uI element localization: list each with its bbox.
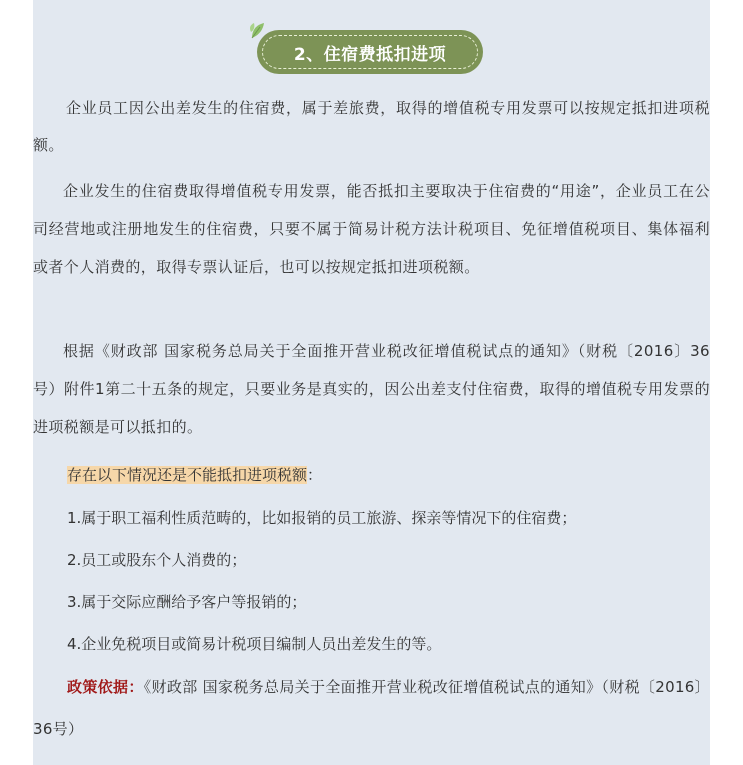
policy-label: 政策依据： [67, 678, 144, 696]
list-item: 3.属于交际应酬给予客户等报销的； [67, 593, 307, 611]
list-intro-colon: ： [307, 466, 323, 484]
policy-text: 《财政部 国家税务总局关于全面推开营业税改征增值税试点的通知》（财税〔2016〕36号） [33, 678, 710, 738]
paragraph-3: 根据《财政部 国家税务总局关于全面推开营业税改征增值税试点的通知》（财税〔2016〕36号）附件1第二十五条的规定，只要业务是真实的，因公出差支付住宿费，取得的增值税专用发票的进项税额是可以抵扣的。 [33, 342, 710, 436]
list-item: 2.员工或股东个人消费的； [67, 551, 247, 569]
list-item: 1.属于职工福利性质范畴的，比如报销的员工旅游、探亲等情况下的住宿费； [67, 509, 577, 527]
section-title: 2、住宿费抵扣进项 [293, 44, 447, 65]
list-item: 4.企业免税项目或简易计税项目编制人员出差发生的等。 [67, 635, 442, 653]
paragraph-1: 企业员工因公出差发生的住宿费，属于差旅费，取得的增值税专用发票可以按规定抵扣进项税额。 [33, 99, 710, 154]
highlighted-text: 存在以下情况还是不能抵扣进项税额 [67, 466, 308, 484]
list-intro [67, 463, 322, 487]
section-header [257, 30, 483, 74]
paragraph-2: 企业发生的住宿费取得增值税专用发票，能否抵扣主要取决于住宿费的“用途”，企业员工在公司经营地或注册地发生的住宿费，只要不属于简易计税方法计税项目、免征增值税项目、集体福利或者个人消费的，取得专票认证后，也可以按规定抵扣进项税额。 [33, 182, 710, 276]
policy-basis [33, 666, 710, 750]
